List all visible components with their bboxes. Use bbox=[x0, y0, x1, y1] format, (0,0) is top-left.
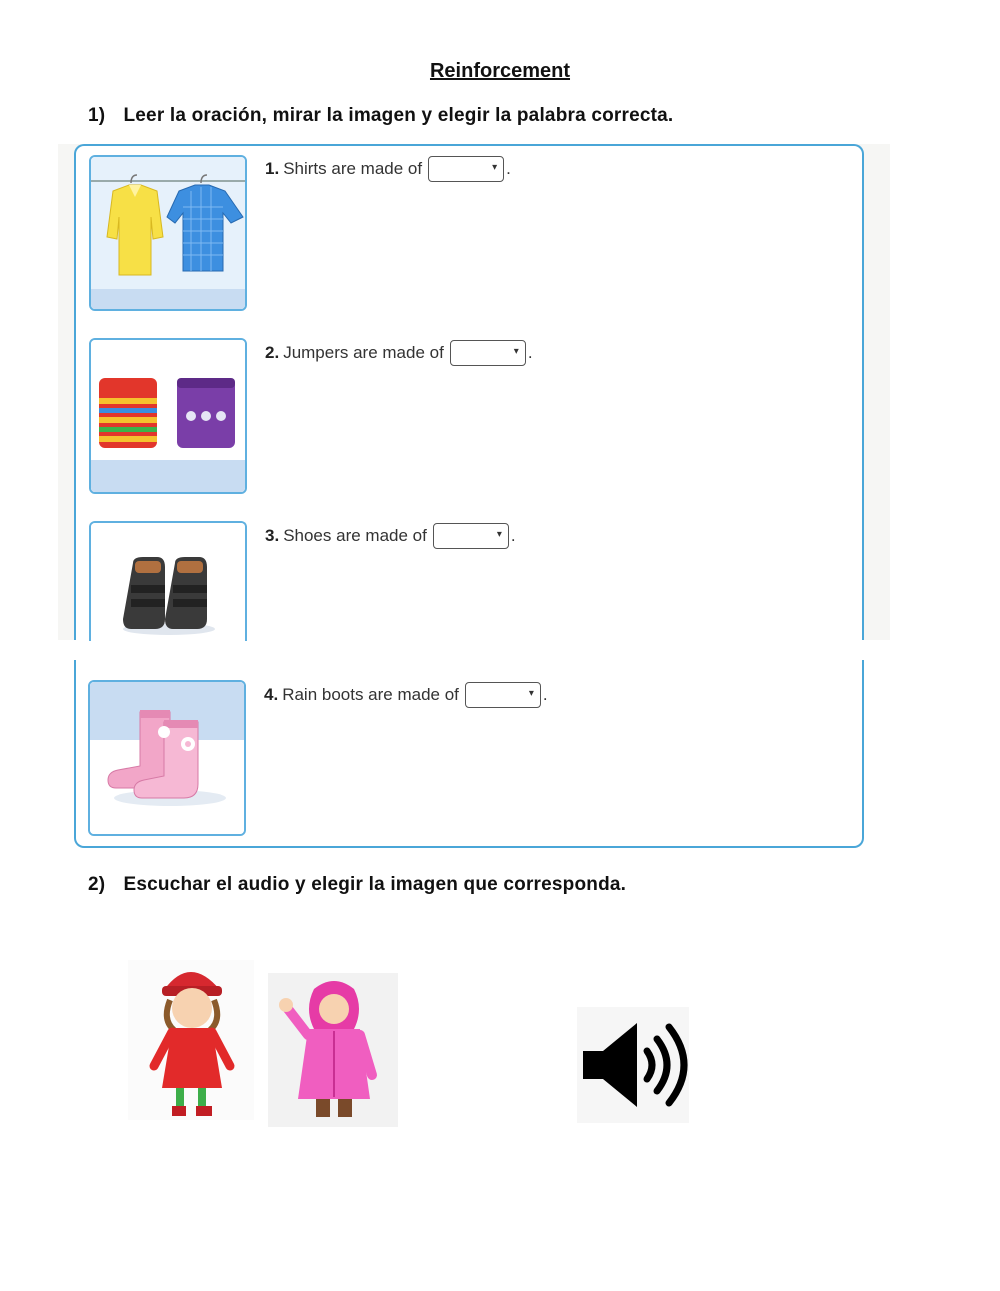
shoes-icon bbox=[89, 521, 247, 641]
item-1-period: . bbox=[506, 159, 511, 178]
jumpers-icon bbox=[89, 338, 247, 494]
item-3-sentence bbox=[265, 523, 516, 549]
item-4-sentence bbox=[264, 682, 548, 708]
chevron-down-icon: ▾ bbox=[496, 529, 502, 540]
item-4-number: 4. bbox=[264, 685, 279, 704]
item-2-period: . bbox=[527, 343, 533, 362]
rain-boots-icon bbox=[88, 680, 246, 836]
item-3-dropdown[interactable] bbox=[433, 523, 509, 549]
item-4-dropdown[interactable] bbox=[465, 682, 541, 708]
item-3-number: 3. bbox=[265, 526, 280, 545]
chevron-down-icon: ▾ bbox=[492, 162, 498, 173]
item-2-dropdown[interactable] bbox=[450, 340, 526, 366]
instruction-2-number: 2) bbox=[88, 874, 106, 895]
instruction-2-text: Escuchar el audio y elegir la imagen que corresponda. bbox=[123, 874, 627, 895]
item-2-number: 2. bbox=[265, 343, 280, 362]
instruction-1 bbox=[88, 105, 673, 127]
item-4-period: . bbox=[542, 685, 548, 704]
item-1-number: 1. bbox=[265, 159, 280, 178]
girl-pink-raincoat-option[interactable] bbox=[268, 973, 398, 1127]
item-1-sentence bbox=[265, 156, 511, 182]
shirts-icon bbox=[89, 155, 247, 311]
instruction-2 bbox=[88, 874, 626, 896]
item-2-text: Jumpers are made of bbox=[283, 343, 444, 362]
girl-red-coat-option[interactable] bbox=[128, 960, 254, 1120]
chevron-down-icon: ▾ bbox=[513, 346, 519, 357]
item-2-sentence bbox=[265, 340, 533, 366]
page-title: Reinforcement bbox=[429, 60, 571, 82]
item-1-dropdown[interactable] bbox=[428, 156, 504, 182]
panel-cut-gap bbox=[60, 640, 900, 660]
chevron-down-icon: ▾ bbox=[528, 688, 534, 699]
speaker-icon bbox=[577, 1007, 689, 1123]
item-4-text: Rain boots are made of bbox=[282, 685, 459, 704]
instruction-1-text: Leer la oración, mirar la imagen y elegir la palabra correcta. bbox=[123, 105, 674, 126]
speaker-audio-button[interactable] bbox=[577, 1007, 689, 1123]
instruction-1-number: 1) bbox=[88, 105, 106, 126]
item-3-text: Shoes are made of bbox=[283, 526, 427, 545]
item-3-period: . bbox=[510, 526, 516, 545]
item-1-text: Shirts are made of bbox=[283, 159, 423, 178]
